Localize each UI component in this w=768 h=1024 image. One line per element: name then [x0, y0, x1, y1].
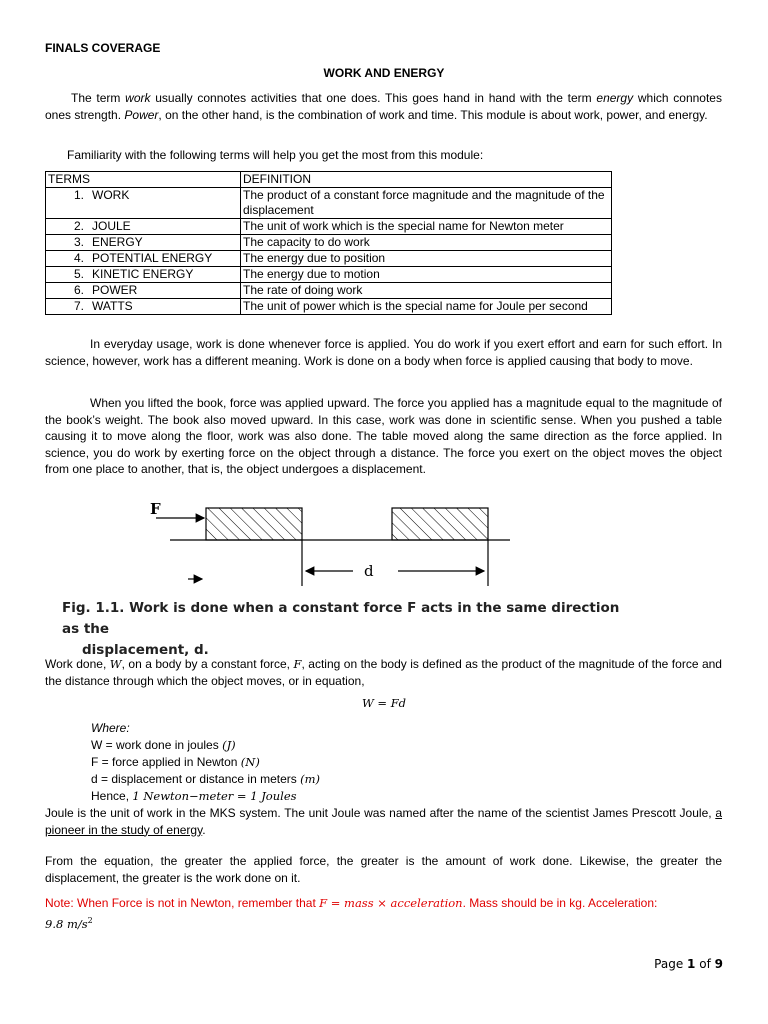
work-definition-paragraph: Work done, W, on a body by a constant force, F, acting on the body is defined as the product of the magnitude of the force and the distance through which the object moves, or in equation,: [45, 657, 722, 688]
term-cell: [46, 299, 241, 315]
page-title: WORK AND ENERGY: [323, 66, 445, 80]
term-name: JOULE: [92, 219, 131, 233]
term-name: KINETIC ENERGY: [92, 267, 194, 281]
distance-label: d: [364, 562, 374, 580]
term-cell: [46, 219, 241, 235]
conclusion-paragraph: From the equation, the greater the applied force, the greater is the amount of work done. Likewise, the greater the displacement, the greater is the work done on it.: [45, 854, 722, 885]
term-name: WORK: [92, 188, 130, 202]
term-number: 7.: [73, 299, 84, 313]
term-number: 3.: [73, 235, 84, 249]
intro-paragraph: The term work usually connotes activities that one does. This goes hand in hand with the term energy which connotes ones strength. Power, on the other hand, is the combination of work and time. This module is about work, power, and energy.: [45, 91, 722, 122]
force-label: F: [150, 500, 161, 518]
term-name: WATTS: [92, 299, 133, 313]
table-row: [46, 299, 612, 315]
table-header-row: [46, 172, 612, 188]
definition-cell: The rate of doing work: [241, 283, 612, 299]
term-number: 5.: [73, 267, 84, 281]
page-number: Page 1 of 9: [654, 957, 723, 971]
block-initial: [206, 508, 302, 540]
term-number: 4.: [73, 251, 84, 265]
term-cell: [46, 235, 241, 251]
definition-cell: The capacity to do work: [241, 235, 612, 251]
term-cell: [46, 267, 241, 283]
table-row: [46, 283, 612, 299]
term-cell: [46, 251, 241, 267]
book-example-paragraph: When you lifted the book, force was applied upward. The force you applied has a magnitude equal to the magnitude of the book’s weight. The book also moved upward. In this case, work was done in scientific sense. When you pushed a table causing it to move along the floor, work was also done. The table moved along the same direction as the force applied. In science, you do work by exerting force on the object through a distance. The force you exert on the object moves the object from one place to another, that is, the object undergoes a displacement.: [45, 396, 722, 476]
work-diagram: [148, 494, 514, 590]
definition-cell: The product of a constant force magnitude and the magnitude of the displacement: [241, 188, 612, 219]
term-name: ENERGY: [92, 235, 143, 249]
note-paragraph: Note: When Force is not in Newton, remember that F = mass × acceleration. Mass should be in kg. Acceleration: 9.8 $m/s^2$: [45, 896, 658, 931]
familiarity-paragraph: Familiarity with the following terms will help you get the most from this module:: [67, 148, 484, 162]
terms-table: [45, 171, 612, 315]
term-number: 6.: [73, 283, 84, 297]
term-number: 2.: [73, 219, 84, 233]
term-name: POWER: [92, 283, 138, 297]
where-block: Where: W = work done in joules (J) F = force applied in Newton (N) d = displacement or distance in meters (m) Hence, 1 Newton−meter = 1 Joules: [91, 721, 321, 803]
figure-caption: Fig. 1.1. Work is done when a constant force F acts in the same direction as the displacement, d.: [62, 600, 620, 658]
table-row: [46, 219, 612, 235]
coverage-heading: FINALS COVERAGE: [45, 41, 161, 55]
block-final: [392, 508, 488, 540]
terms-header: TERMS: [46, 172, 241, 188]
term-name: POTENTIAL ENERGY: [92, 251, 213, 265]
definition-header: DEFINITION: [241, 172, 612, 188]
term-cell: [46, 283, 241, 299]
table-row: [46, 235, 612, 251]
table-row: [46, 267, 612, 283]
table-row: [46, 188, 612, 219]
definition-cell: The energy due to position: [241, 251, 612, 267]
term-number: 1.: [73, 188, 84, 202]
work-equation: W = Fd: [361, 696, 407, 710]
definition-cell: The unit of work which is the special name for Newton meter: [241, 219, 612, 235]
definition-cell: The unit of power which is the special name for Joule per second: [241, 299, 612, 315]
everyday-usage-paragraph: In everyday usage, work is done whenever force is applied. You do work if you exert effort and earn for such effort. In science, however, work has a different meaning. Work is done on a body when force is applied causing that body to move.: [45, 337, 722, 368]
table-row: [46, 251, 612, 267]
term-cell: [46, 188, 241, 219]
joule-paragraph: Joule is the unit of work in the MKS system. The unit Joule was named after the name of the scientist James Prescott Joule, a pioneer in the study of energy.: [45, 806, 722, 837]
definition-cell: The energy due to motion: [241, 267, 612, 283]
